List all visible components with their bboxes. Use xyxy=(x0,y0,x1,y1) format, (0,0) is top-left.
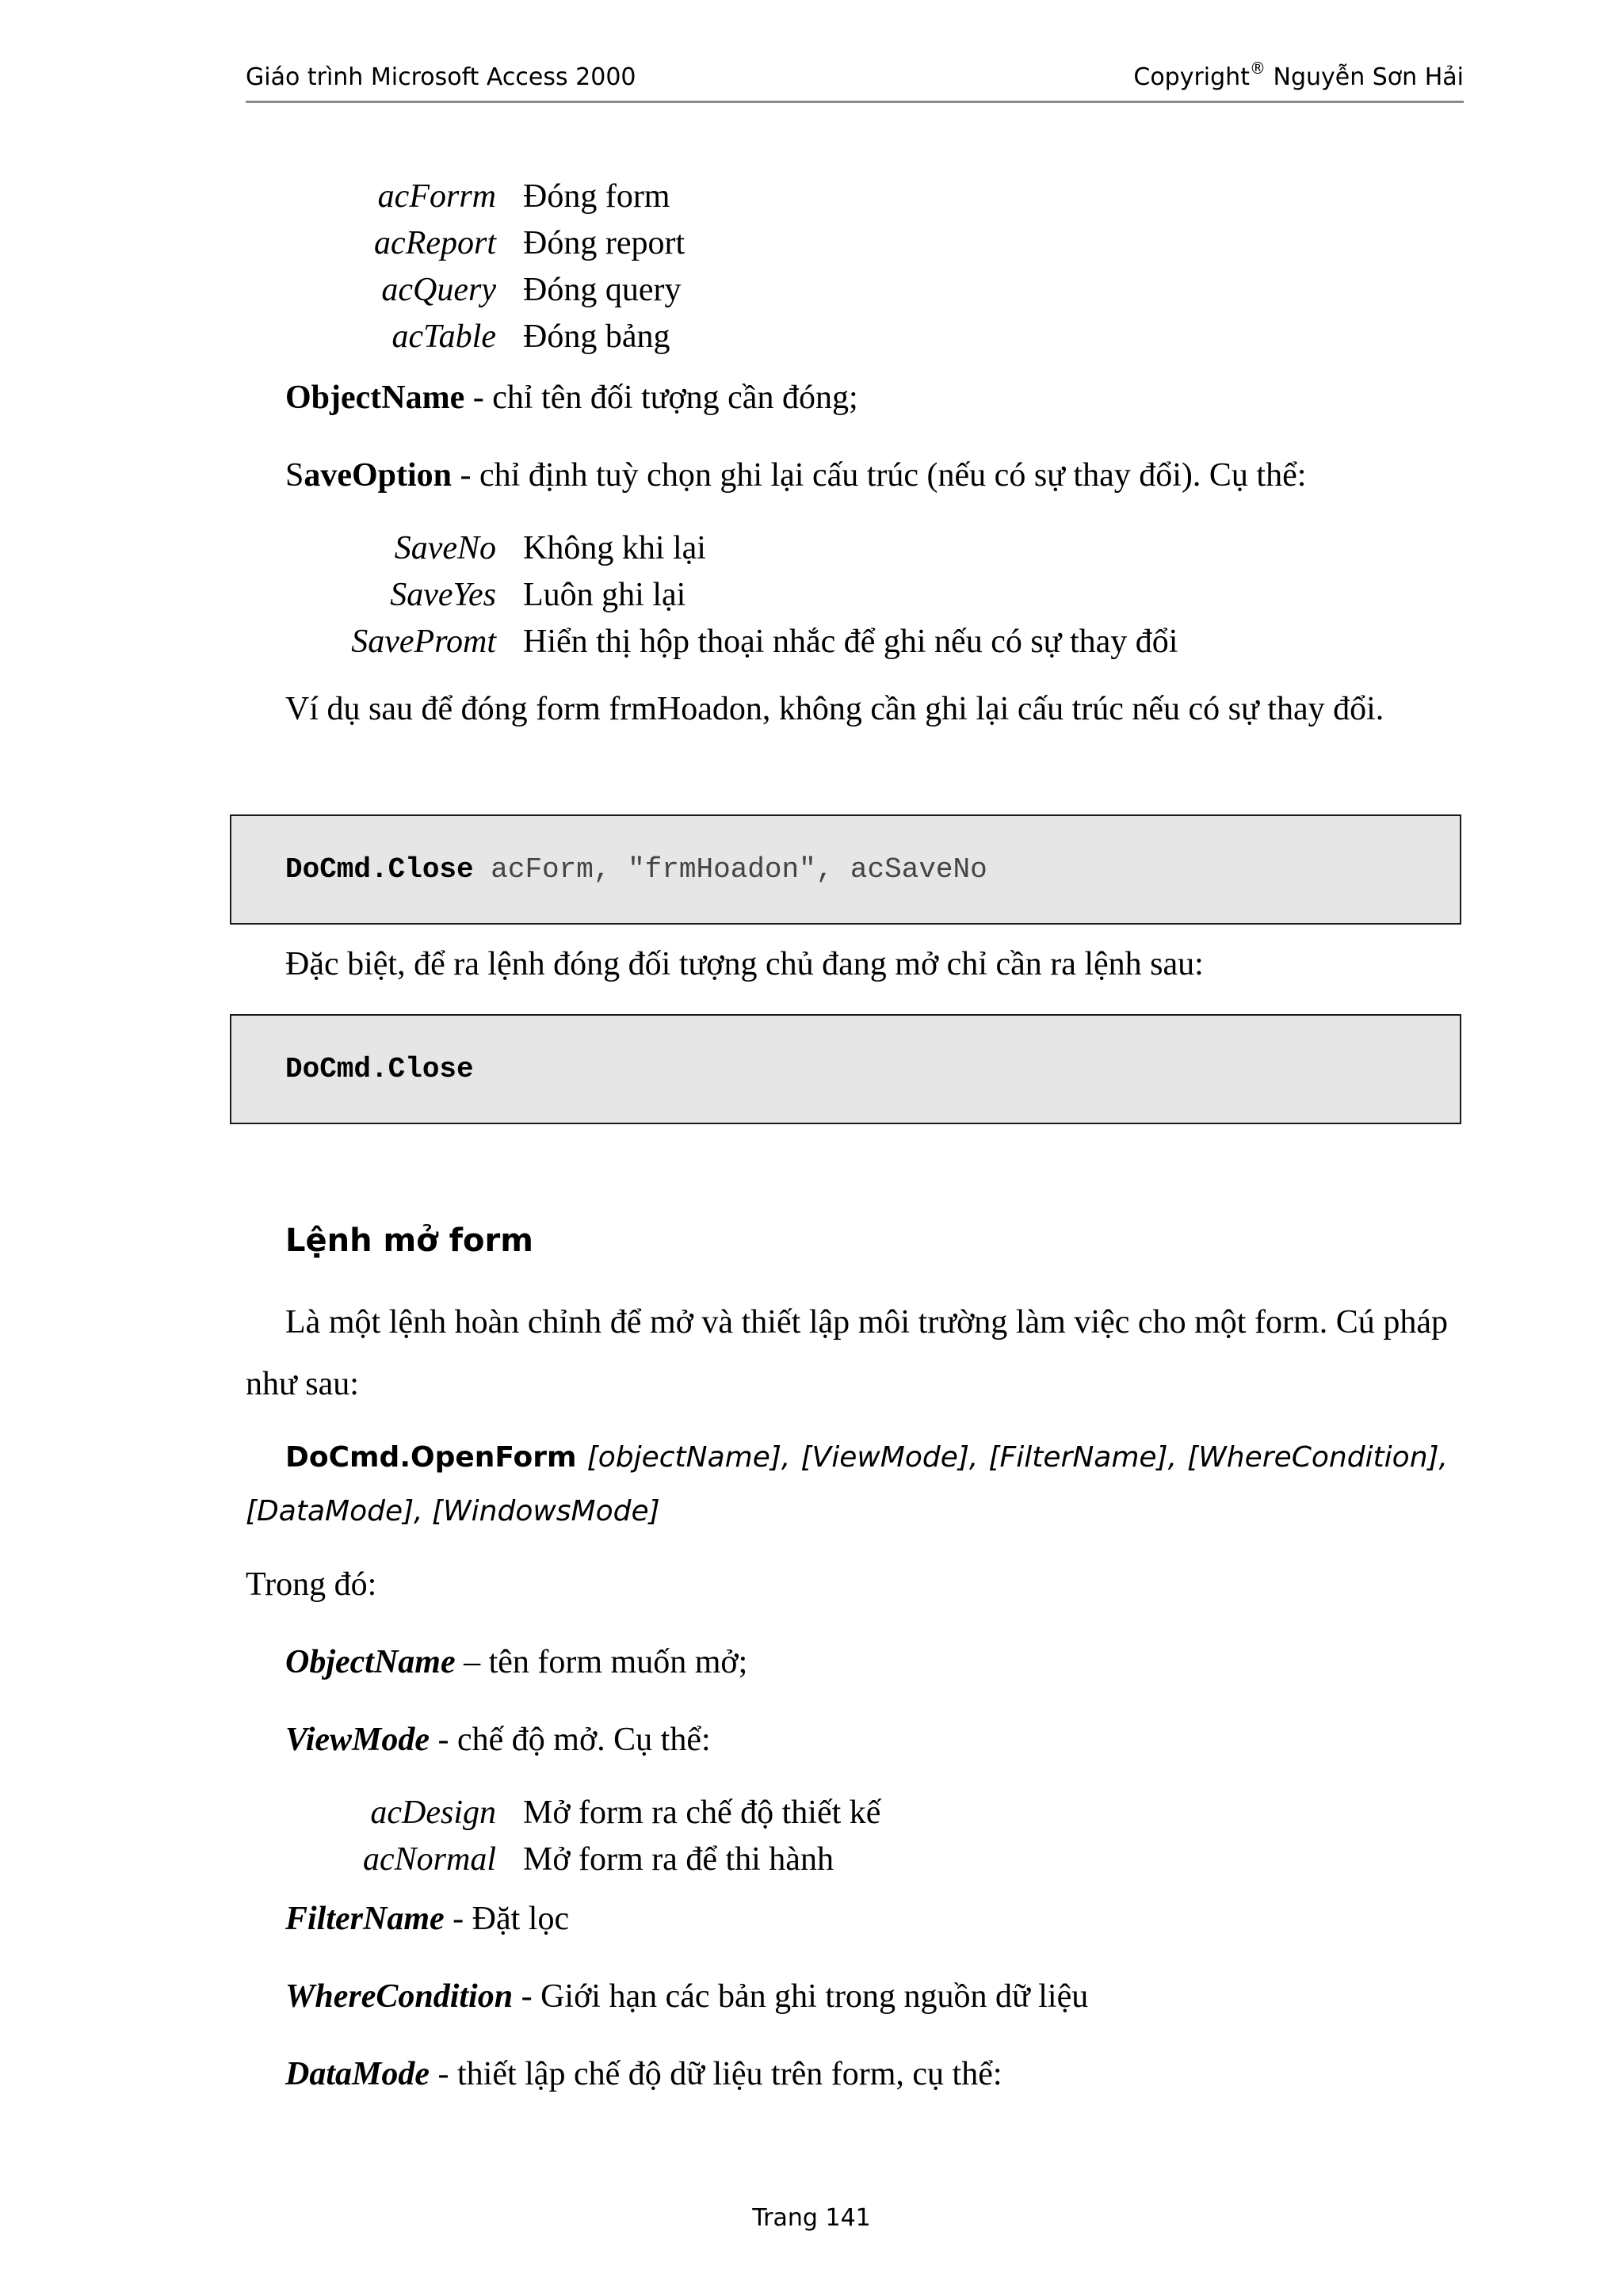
code-keyword: DoCmd.Close xyxy=(285,1053,474,1085)
desc-saveno: Không khi lại xyxy=(523,530,706,566)
param-name: ViewMode xyxy=(285,1722,430,1758)
param-name: ObjectName xyxy=(285,379,465,416)
param-desc: - chỉ định tuỳ chọn ghi lại cấu trúc (nếu có sự thay đổi). Cụ thể: xyxy=(452,457,1307,494)
syntax-command: DoCmd.OpenForm xyxy=(285,1441,577,1474)
term-acform: acForrm xyxy=(377,178,496,215)
term-acdesign: acDesign xyxy=(370,1794,496,1831)
term-actable: acTable xyxy=(391,318,496,355)
param-saveoption xyxy=(285,453,1306,498)
header-copyright xyxy=(1133,59,1464,93)
example-intro: Ví dụ sau để đóng form frmHoadon, không cần ghi lại cấu trúc nếu có sự thay đổi. xyxy=(285,691,1384,727)
desc-saveyes: Luôn ghi lại xyxy=(523,577,686,613)
param-datamode xyxy=(285,2052,1002,2096)
desc-savepromt: Hiển thị hộp thoại nhắc để ghi nếu có sự thay đổi xyxy=(523,624,1178,660)
header-divider xyxy=(246,101,1464,103)
param-filtername xyxy=(285,1897,569,1941)
page-number: Trang 141 xyxy=(752,2204,871,2232)
desc-acdesign: Mở form ra chế độ thiết kế xyxy=(523,1794,881,1831)
param-desc: - Đặt lọc xyxy=(444,1901,570,1937)
copyright-label: Copyright xyxy=(1133,63,1250,91)
param-desc: - chỉ tên đối tượng cần đóng; xyxy=(464,379,858,416)
param-name-first-letter: S xyxy=(285,457,304,494)
param-name: FilterName xyxy=(285,1901,445,1937)
desc-acnormal: Mở form ra để thi hành xyxy=(523,1841,834,1878)
term-acnormal: acNormal xyxy=(363,1841,496,1878)
section-heading: Lệnh mở form xyxy=(285,1222,533,1259)
param-open-objectname xyxy=(285,1640,747,1684)
term-saveyes: SaveYes xyxy=(390,577,496,613)
section-intro: Là một lệnh hoàn chỉnh để mở và thiết lập môi trường làm việc cho một form. Cú pháp như sau: xyxy=(246,1304,1448,1402)
term-savepromt: SavePromt xyxy=(351,624,496,660)
syntax-args: [objectName], [ViewMode], [FilterName], [WhereCondition], [DataMode], [WindowsMode] xyxy=(246,1441,1448,1527)
code-keyword: DoCmd.Close xyxy=(285,853,474,886)
param-desc: - chế độ mở. Cụ thể: xyxy=(430,1722,711,1758)
code-line-close xyxy=(285,1051,474,1089)
term-saveno: SaveNo xyxy=(394,530,496,566)
param-wherecondition xyxy=(285,1974,1088,2019)
term-acreport: acReport xyxy=(374,225,496,261)
author-name: Nguyễn Sơn Hải xyxy=(1265,63,1464,91)
code-line-close-form xyxy=(285,851,987,889)
param-desc: – tên form muốn mở; xyxy=(455,1644,748,1680)
desc-acreport: Đóng report xyxy=(523,225,685,261)
where-label: Trong đó: xyxy=(246,1566,377,1603)
param-name: aveOption xyxy=(304,457,453,494)
param-desc: - Giới hạn các bản ghi trong nguồn dữ liệu xyxy=(513,1978,1089,2015)
param-objectname xyxy=(285,376,858,420)
desc-actable: Đóng bảng xyxy=(523,318,670,355)
param-name: WhereCondition xyxy=(285,1978,514,2015)
desc-acquery: Đóng query xyxy=(523,272,682,308)
registered-mark: ® xyxy=(1249,59,1266,78)
param-viewmode xyxy=(285,1718,711,1762)
openform-syntax xyxy=(246,1431,1448,1539)
param-name: ObjectName xyxy=(285,1644,456,1680)
desc-acform: Đóng form xyxy=(523,178,670,215)
param-name: DataMode xyxy=(285,2056,430,2092)
term-acquery: acQuery xyxy=(381,272,496,308)
header-title: Giáo trình Microsoft Access 2000 xyxy=(246,63,636,91)
special-note: Đặc biệt, để ra lệnh đóng đối tượng chủ đang mở chỉ cần ra lệnh sau: xyxy=(285,946,1204,982)
param-desc: - thiết lập chế độ dữ liệu trên form, cụ thể: xyxy=(430,2056,1002,2092)
code-args: acForm, "frmHoadon", acSaveNo xyxy=(473,853,987,886)
